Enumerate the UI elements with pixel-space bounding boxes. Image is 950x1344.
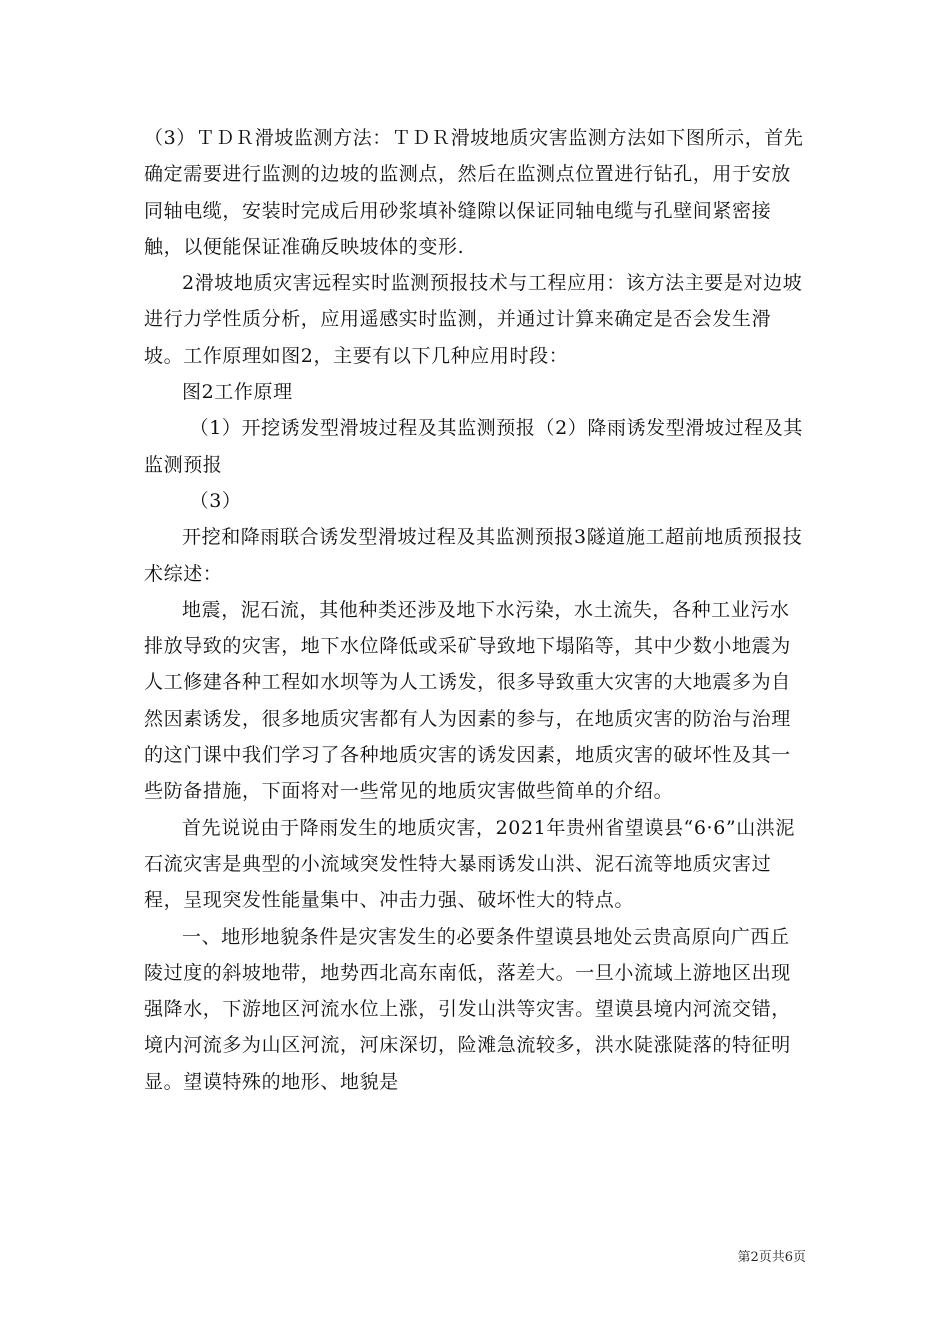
paragraph-combined-landslide: 开挖和降雨联合诱发型滑坡过程及其监测预报3隧道施工超前地质预报技术综述： [144,526,803,585]
figure-caption: 图2工作原理 [182,381,293,404]
paragraph-list-3: （3） [189,489,242,512]
paragraph-remote-monitoring: 2滑坡地质灾害远程实时监测预报技术与工程应用：该方法主要是对边坡进行力学性质分析，应用遥感实时监测，并通过计算来确定是否会发生滑坡。工作原理如图2，主要有以下几种应用时段： [144,272,803,367]
page-number-footer: 第2页共6页 [737,1250,806,1265]
paragraph-list-1-2: （1）开挖诱发型滑坡过程及其监测预报（2）降雨诱发型滑坡过程及其监测预报 [144,417,803,476]
paragraph-tdr-method: （3）ＴＤＲ滑坡监测方法：ＴＤＲ滑坡地质灾害监测方法如下图所示，首先确定需要进行监测的边坡的监测点，然后在监测点位置进行钻孔，用于安放同轴电缆，安装时完成后用砂浆填补缝隙以保证同轴电缆与孔壁间紧密接触，以便能保证准确反映坡体的变形. [144,127,804,258]
body-text [144,120,806,1100]
paragraph-rainfall-disaster: 首先说说由于降雨发生的地质灾害，2021年贵州省望谟县“6·6”山洪泥石流灾害是典型的小流域突发性特大暴雨诱发山洪、泥石流等地质灾害过程，呈现突发性能量集中、冲击力强、破坏性大的特点。 [144,816,795,912]
paragraph-terrain: 一、地形地貌条件是灾害发生的必要条件望谟县地处云贵高原向广西丘陵过度的斜坡地带，地势西北高东南低，落差大。一旦小流域上游地区出现强降水，下游地区河流水位上涨，引发山洪等灾害。望谟县境内河流交错，境内河流多为山区河流，河床深切，险滩急流较多，洪水陡涨陡落的特征明显。望谟特殊的地形、地貌是 [144,925,791,1093]
paragraph-earthquake: 地震，泥石流，其他种类还涉及地下水污染，水土流失，各种工业污水排放导致的灾害，地下水位降低或采矿导致地下塌陷等，其中少数小地震为人工修建各种工程如水坝等为人工诱发，很多导致重大灾害的大地震多为自然因素诱发，很多地质灾害都有人为因素的参与，在地质灾害的防治与治理的这门课中我们学习了各种地质灾害的诱发因素，地质灾害的破坏性及其一些防备措施，下面将对一些常见的地质灾害做些简单的介绍。 [144,598,791,803]
